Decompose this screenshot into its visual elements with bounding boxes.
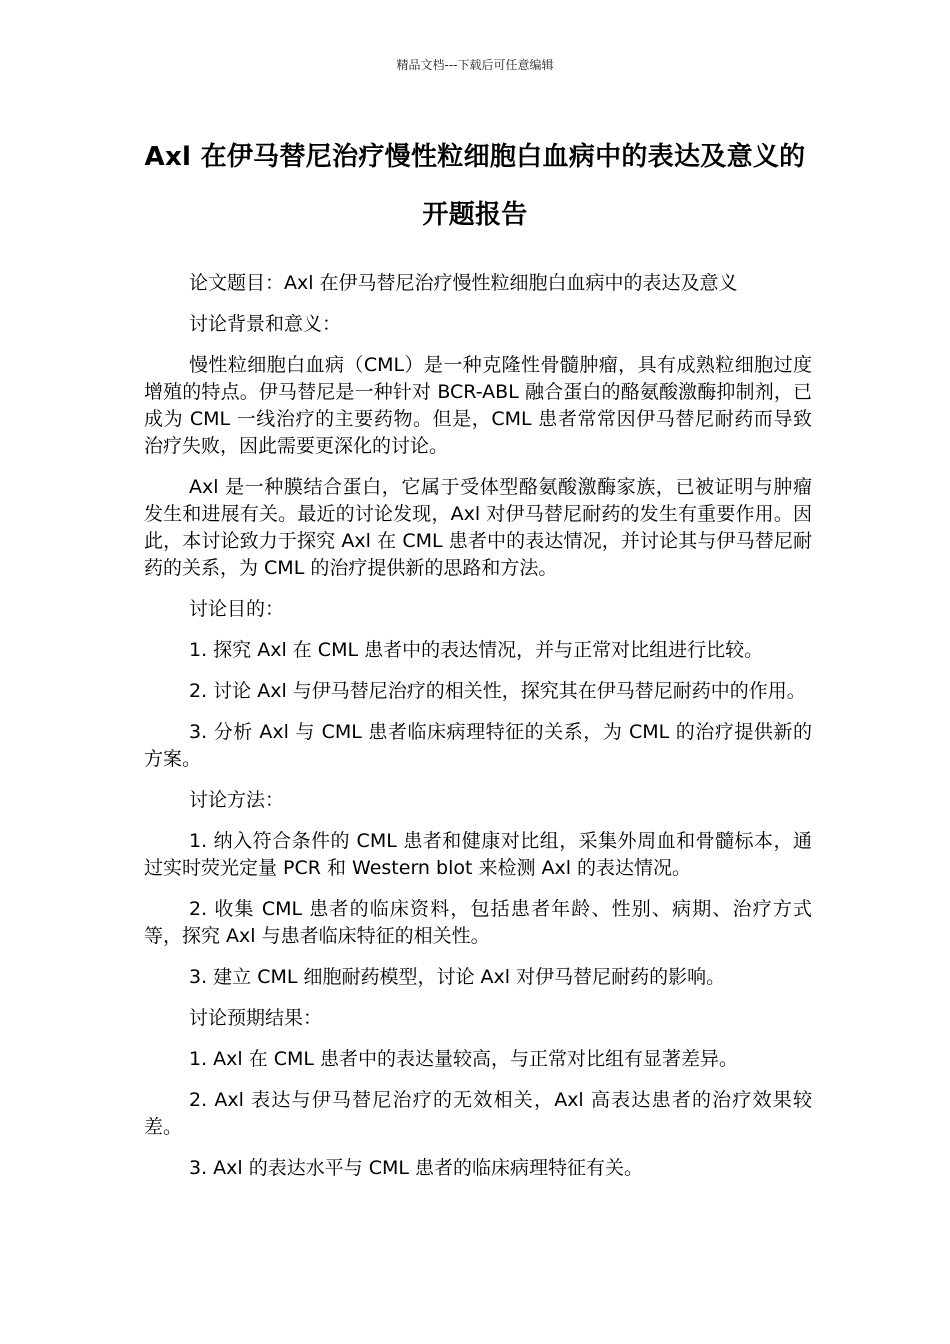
- method-item-1: 1. 纳入符合条件的 CML 患者和健康对比组，采集外周血和骨髓标本，通过实时荧光定量 PCR 和 Western blot 来检测 Axl 的表达情况。: [144, 830, 812, 879]
- section-heading-background: 讨论背景和意义：: [189, 313, 342, 335]
- background-paragraph-1: 慢性粒细胞白血病（CML）是一种克隆性骨髓肿瘤，具有成熟粒细胞过度增殖的特点。伊马替尼是一种针对 BCR-ABL 融合蛋白的酪氨酸激酶抑制剂，已成为 CML 一线治疗的主要药物。但是，CML 患者常常因伊马替尼耐药而导致治疗失败，因此需要更深化的讨论。: [144, 354, 812, 457]
- header-note: 精品文档---下载后可任意编辑: [396, 58, 554, 72]
- result-item-1: 1. Axl 在 CML 患者中的表达量较高，与正常对比组有显著差异。: [189, 1048, 739, 1070]
- objective-item-1: 1. 探究 Axl 在 CML 患者中的表达情况，并与正常对比组进行比较。: [189, 639, 764, 661]
- section-heading-objectives: 讨论目的：: [189, 598, 285, 620]
- method-item-2: 2. 收集 CML 患者的临床资料，包括患者年龄、性别、病期、治疗方式等，探究 Axl 与患者临床特征的相关性。: [144, 898, 812, 947]
- paper-topic: 论文题目：Axl 在伊马替尼治疗慢性粒细胞白血病中的表达及意义: [189, 272, 738, 294]
- section-heading-methods: 讨论方法：: [189, 789, 285, 811]
- background-paragraph-2: Axl 是一种膜结合蛋白，它属于受体型酪氨酸激酶家族，已被证明与肿瘤发生和进展有关。最近的讨论发现，Axl 对伊马替尼耐药的发生有重要作用。因此，本讨论致力于探究 Axl 在 CML 患者中的表达情况，并讨论其与伊马替尼耐药的关系，为 CML 的治疗提供新的思路和方法。: [144, 476, 812, 579]
- document-body: [144, 270, 812, 1196]
- method-item-3: 3. 建立 CML 细胞耐药模型，讨论 Axl 对伊马替尼耐药的影响。: [189, 966, 726, 988]
- objective-item-2: 2. 讨论 Axl 与伊马替尼治疗的相关性，探究其在伊马替尼耐药中的作用。: [189, 680, 806, 702]
- document-title: Axl 在伊马替尼治疗慢性粒细胞白血病中的表达及意义的开题报告: [144, 142, 806, 230]
- objective-item-3: 3. 分析 Axl 与 CML 患者临床病理特征的关系，为 CML 的治疗提供新的方案。: [144, 721, 812, 770]
- result-item-3: 3. Axl 的表达水平与 CML 患者的临床病理特征有关。: [189, 1157, 644, 1179]
- result-item-2: 2. Axl 表达与伊马替尼治疗的无效相关，Axl 高表达患者的治疗效果较差。: [144, 1089, 812, 1138]
- section-heading-expected-results: 讨论预期结果：: [189, 1007, 323, 1029]
